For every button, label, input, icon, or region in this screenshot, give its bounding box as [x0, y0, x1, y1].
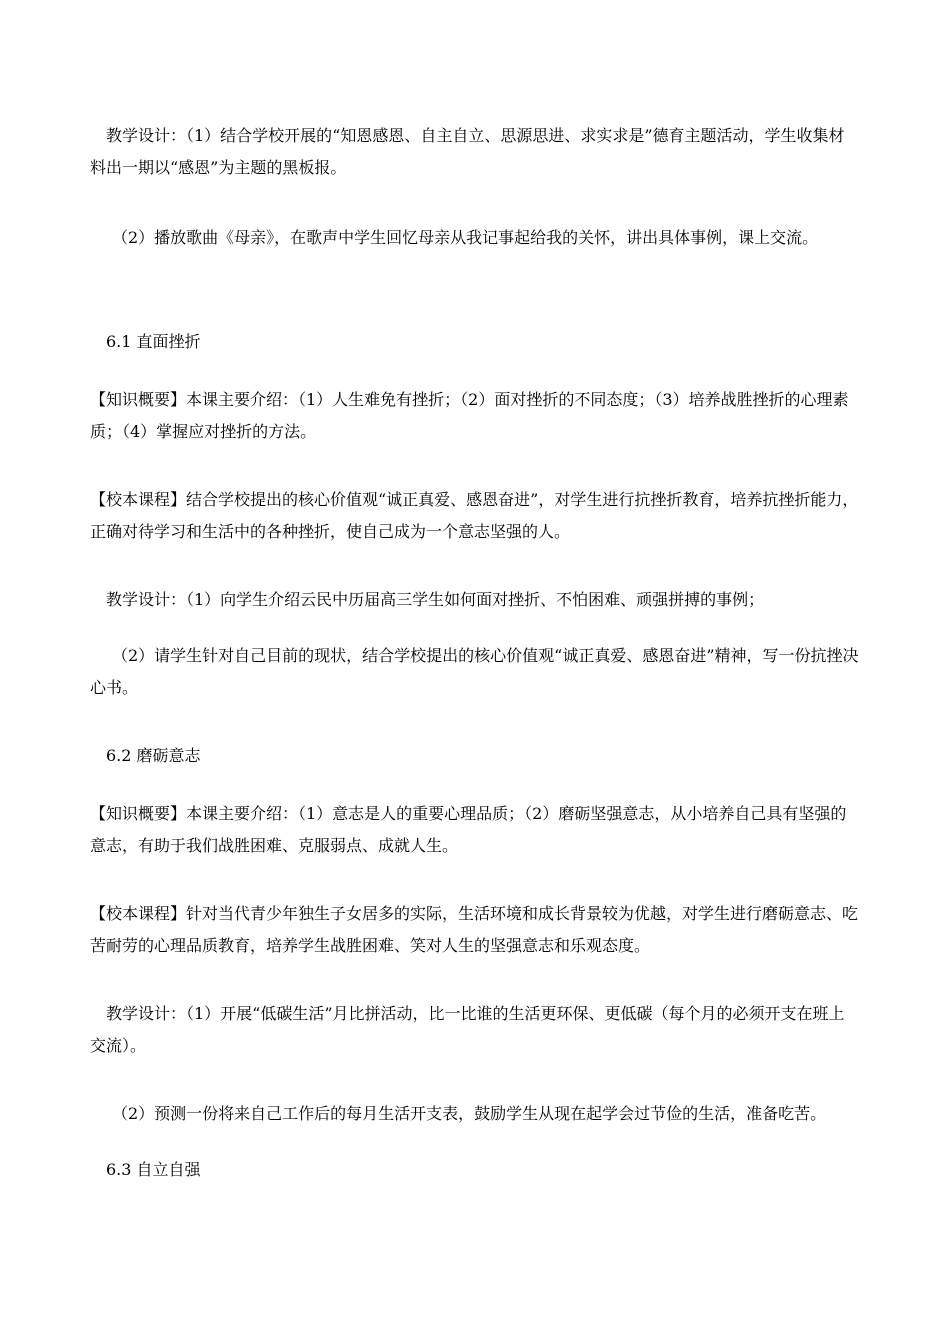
- paragraph-school-course-6-1: 【校本课程】结合学校提出的核心价值观“诚正真爱、感恩奋进”，对学生进行抗挫折教育，培养抗挫折能力，正确对待学习和生活中的各种挫折，使自己成为一个意志坚强的人。: [90, 490, 859, 541]
- paragraph-school-course-6-2: 【校本课程】针对当代青少年独生子女居多的实际，生活环境和成长背景较为优越，对学生进行磨砺意志、吃苦耐劳的心理品质教育，培养学生战胜困难、笑对人生的坚强意志和乐观态度。: [90, 904, 859, 955]
- paragraph-knowledge-summary-6-1: 【知识概要】本课主要介绍：（1）人生难免有挫折；（2）面对挫折的不同态度；（3）培养战胜挫折的心理素质；（4）掌握应对挫折的方法。: [90, 390, 849, 441]
- section-heading-6-2: 6.2 磨砺意志: [106, 746, 201, 765]
- paragraph-teaching-design-6-2a: 教学设计：（1）开展“低碳生活”月比拼活动，比一比谁的生活更环保、更低碳（每个月的必须开支在班上交流）。: [90, 1004, 845, 1055]
- paragraph-teaching-design-6-1a: 教学设计：（1）向学生介绍云民中历届高三学生如何面对挫折、不怕困难、顽强拼搏的事例；: [106, 590, 765, 609]
- paragraph-knowledge-summary-6-2: 【知识概要】本课主要介绍：（1）意志是人的重要心理品质；（2）磨砺坚强意志，从小培养自己具有坚强的意志，有助于我们战胜困难、克服弱点、成就人生。: [90, 804, 847, 855]
- section-heading-6-3: 6.3 自立自强: [106, 1160, 201, 1179]
- paragraph-teaching-design-1: 教学设计：（1）结合学校开展的“知恩感恩、自主自立、思源思进、求实求是”德育主题活动，学生收集材料出一期以“感恩”为主题的黑板报。: [90, 126, 845, 177]
- paragraph-teaching-design-6-2b: （2）预测一份将来自己工作后的每月生活开支表，鼓励学生从现在起学会过节俭的生活，准备吃苦。: [112, 1104, 827, 1123]
- section-heading-6-1: 6.1 直面挫折: [106, 332, 201, 351]
- paragraph-teaching-design-2: （2）播放歌曲《母亲》，在歌声中学生回忆母亲从我记事起给我的关怀，讲出具体事例，课上交流。: [112, 228, 819, 247]
- paragraph-teaching-design-6-1b: （2）请学生针对自己目前的现状，结合学校提出的核心价值观“诚正真爱、感恩奋进”精神，写一份抗挫决心书。: [90, 646, 859, 697]
